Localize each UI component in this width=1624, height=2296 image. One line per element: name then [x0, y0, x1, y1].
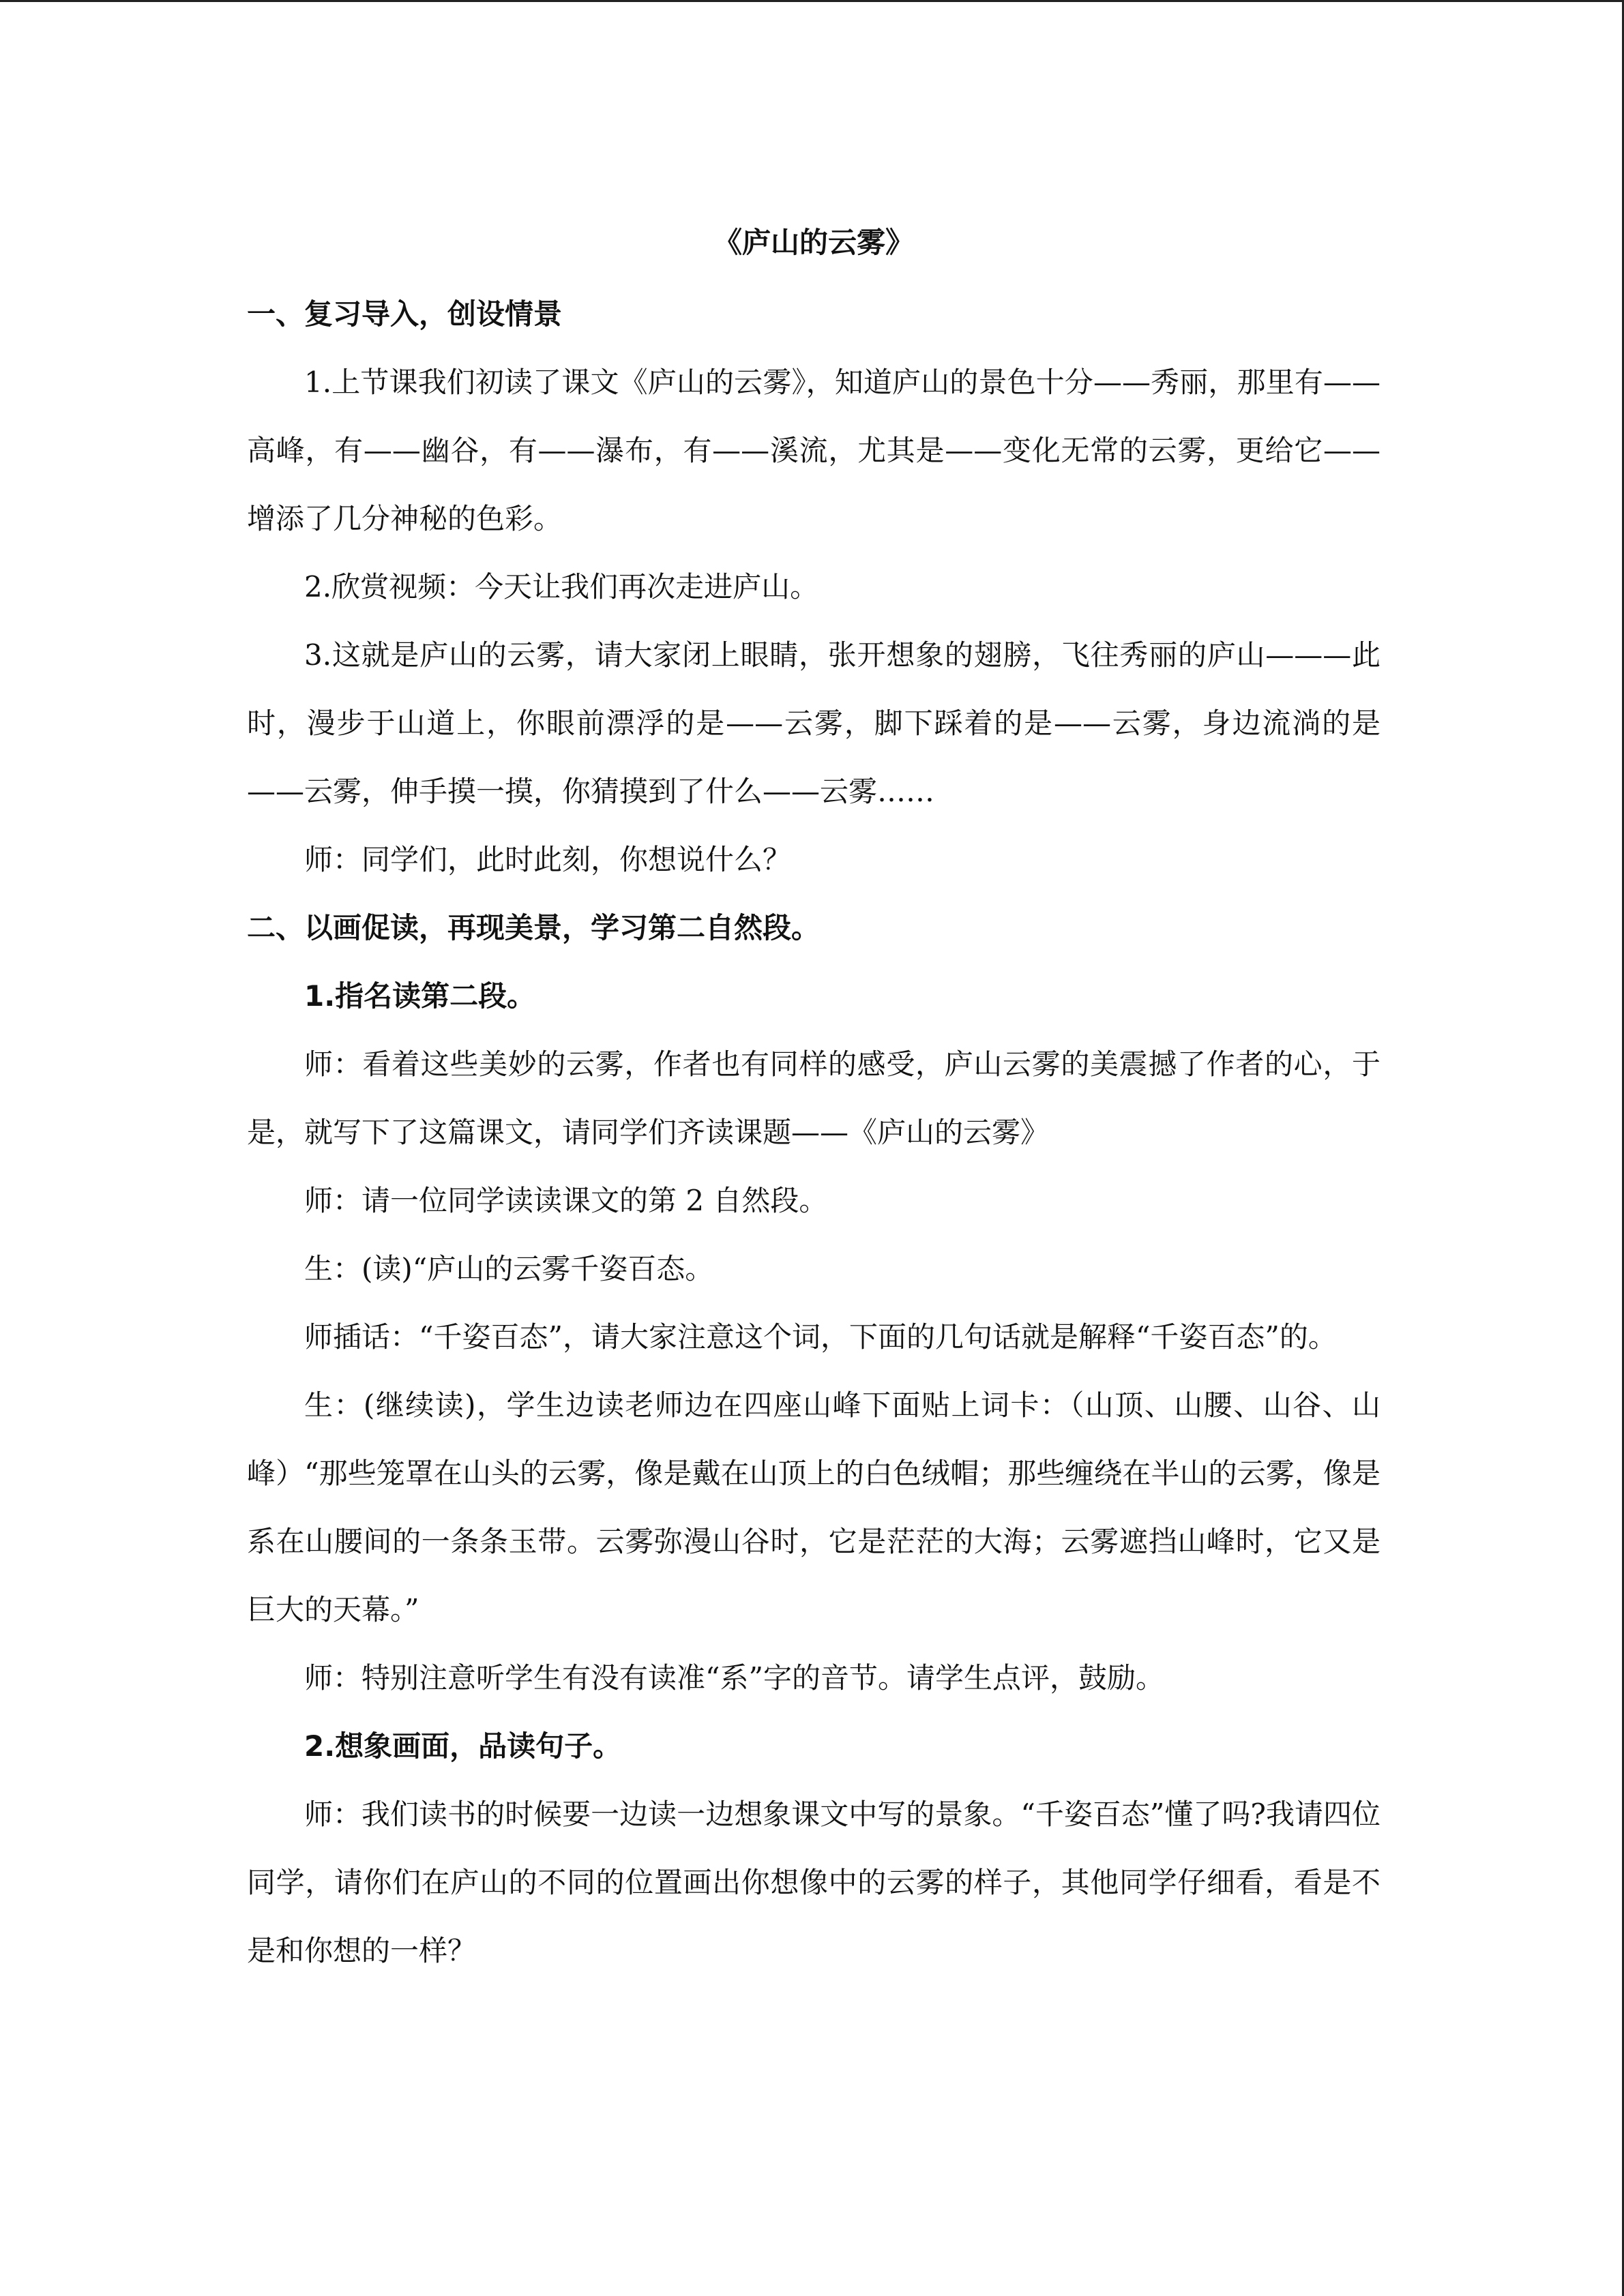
paragraph: 师：特别注意听学生有没有读准“系”字的音节。请学生点评，鼓励。: [304, 1661, 1164, 1695]
paragraph: 1.上节课我们初读了课文《庐山的云雾》，知道庐山的景色十分——秀丽，那里有——高峰，有——幽谷，有——瀑布，有——溪流，尤其是——变化无常的云雾，更给它——增添了几分神秘的色彩。: [247, 366, 1381, 535]
subheading-1: 1.指名读第二段。: [304, 979, 536, 1013]
subheading-2: 2.想象画面，品读句子。: [304, 1729, 622, 1763]
document-body: [247, 219, 1381, 1985]
paragraph: 师：请一位同学读读课文的第 2 自然段。: [304, 1184, 828, 1217]
paragraph: 师：我们读书的时候要一边读一边想象课文中写的景象。“千姿百态”懂了吗?我请四位同学，请你们在庐山的不同的位置画出你想像中的云雾的样子，其他同学仔细看，看是不是和你想的一样？: [247, 1798, 1381, 1967]
paragraph: 师：看着这些美妙的云雾，作者也有同样的感受，庐山云雾的美震撼了作者的心，于是，就写下了这篇课文，请同学们齐读课题——《庐山的云雾》: [247, 1047, 1381, 1149]
paragraph: 生：(读)“庐山的云雾千姿百态。: [304, 1252, 714, 1285]
paragraph: 师：同学们，此时此刻，你想说什么？: [304, 843, 792, 876]
paragraph: 师插话：“千姿百态”，请大家注意这个词，下面的几句话就是解释“千姿百态”的。: [304, 1320, 1337, 1354]
paragraph: 2.欣赏视频：今天让我们再次走进庐山。: [304, 570, 819, 603]
section-heading-1: 一、复习导入，创设情景: [247, 297, 563, 331]
paragraph: 3.这就是庐山的云雾，请大家闭上眼睛，张开想象的翅膀，飞往秀丽的庐山———此时，漫步于山道上，你眼前漂浮的是——云雾，脚下踩着的是——云雾，身边流淌的是——云雾，伸手摸一摸，你猜摸到了什么——云雾……: [247, 638, 1381, 808]
page-title: 《庐山的云雾》: [713, 226, 914, 259]
paragraph: 生：(继续读)，学生边读老师边在四座山峰下面贴上词卡：（山顶、山腰、山谷、山峰）“那些笼罩在山头的云雾，像是戴在山顶上的白色绒帽；那些缠绕在半山的云雾，像是系在山腰间的一条条玉带。云雾弥漫山谷时，它是茫茫的大海；云雾遮挡山峰时，它又是巨大的天幕。”: [247, 1388, 1381, 1626]
section-heading-2: 二、以画促读，再现美景，学习第二自然段。: [247, 911, 821, 944]
